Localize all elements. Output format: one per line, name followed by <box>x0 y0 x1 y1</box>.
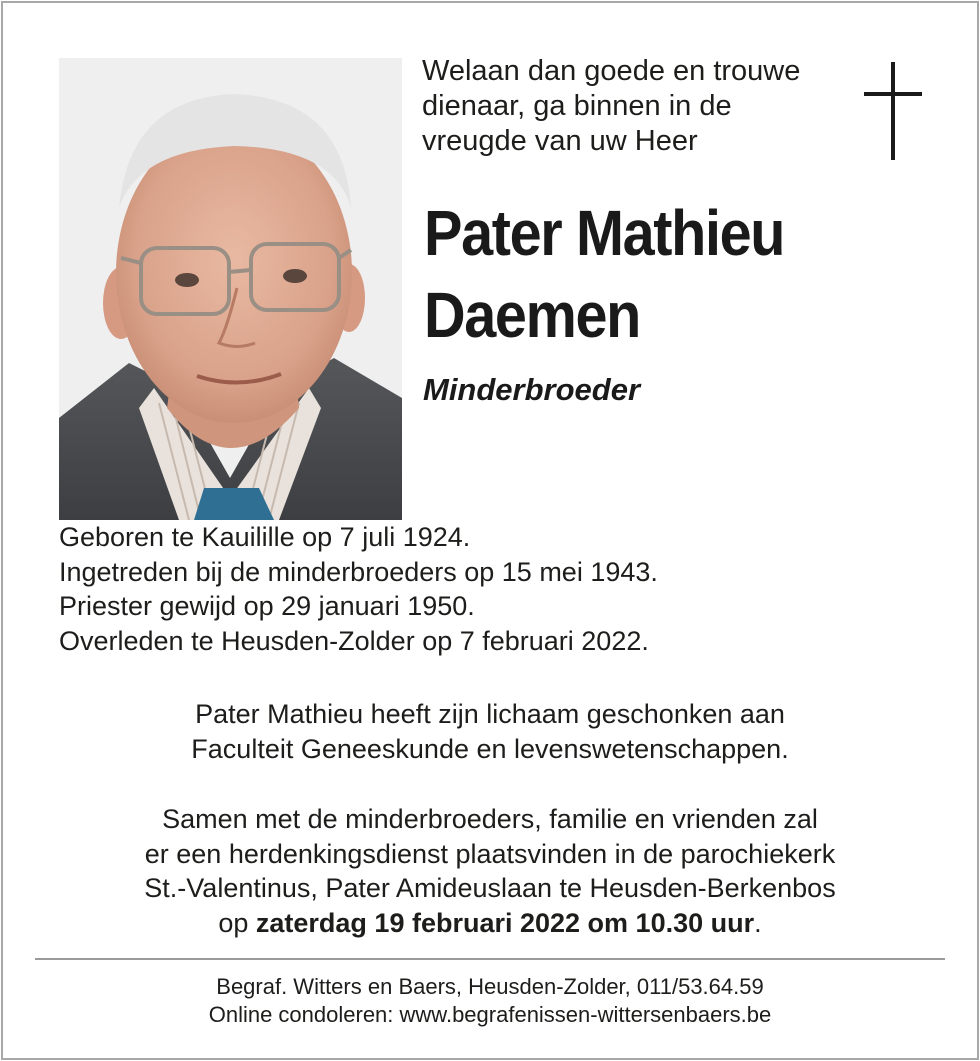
religious-title: Minderbroeder <box>423 372 641 407</box>
service-date: zaterdag 19 februari 2022 om 10.30 uur <box>255 907 755 938</box>
life-facts <box>59 520 939 658</box>
fact-line: Geboren te Kauilille op 7 juli 1924. <box>59 522 471 552</box>
service-notice <box>0 802 980 940</box>
service-date-suffix: . <box>754 907 762 938</box>
donation-line: Pater Mathieu heeft zijn lichaam geschonken aan <box>195 699 785 729</box>
bible-quote <box>422 54 842 159</box>
service-line: St.-Valentinus, Pater Amideuslaan te Heusden-Berkenbos <box>144 873 836 903</box>
quote-line: vreugde van uw Heer <box>422 125 698 157</box>
deceased-name <box>424 192 892 356</box>
funeral-home-contact: Begraf. Witters en Baers, Heusden-Zolder, 011/53.64.59 <box>216 974 764 999</box>
online-condolence-link[interactable]: Online condoleren: www.begrafenissen-wittersenbaers.be <box>208 1002 772 1027</box>
fact-line: Priester gewijd op 29 januari 1950. <box>59 591 475 621</box>
service-line: er een herdenkingsdienst plaatsvinden in de parochiekerk <box>144 838 836 869</box>
donation-line: Faculteit Geneeskunde en levenswetenschappen. <box>191 733 789 764</box>
footer-divider <box>35 958 945 960</box>
footer <box>0 973 980 1029</box>
quote-line: Welaan dan goede en trouwe <box>422 55 801 87</box>
fact-line: Overleden te Heusden-Zolder op 7 februari 2022. <box>59 625 649 656</box>
service-date-line <box>0 906 980 941</box>
name-line: Pater Mathieu <box>424 197 785 269</box>
name-line: Daemen <box>424 279 640 351</box>
fact-line: Ingetreden bij de minderbroeders op 15 mei 1943. <box>59 556 658 587</box>
quote-line: dienaar, ga binnen in de <box>422 90 732 122</box>
portrait-illustration <box>59 58 402 520</box>
donation-notice <box>0 697 980 766</box>
service-date-prefix: op <box>218 907 256 938</box>
service-line: Samen met de minderbroeders, familie en vrienden zal <box>162 804 818 834</box>
cross-icon <box>864 62 922 160</box>
portrait-photo <box>59 58 402 520</box>
